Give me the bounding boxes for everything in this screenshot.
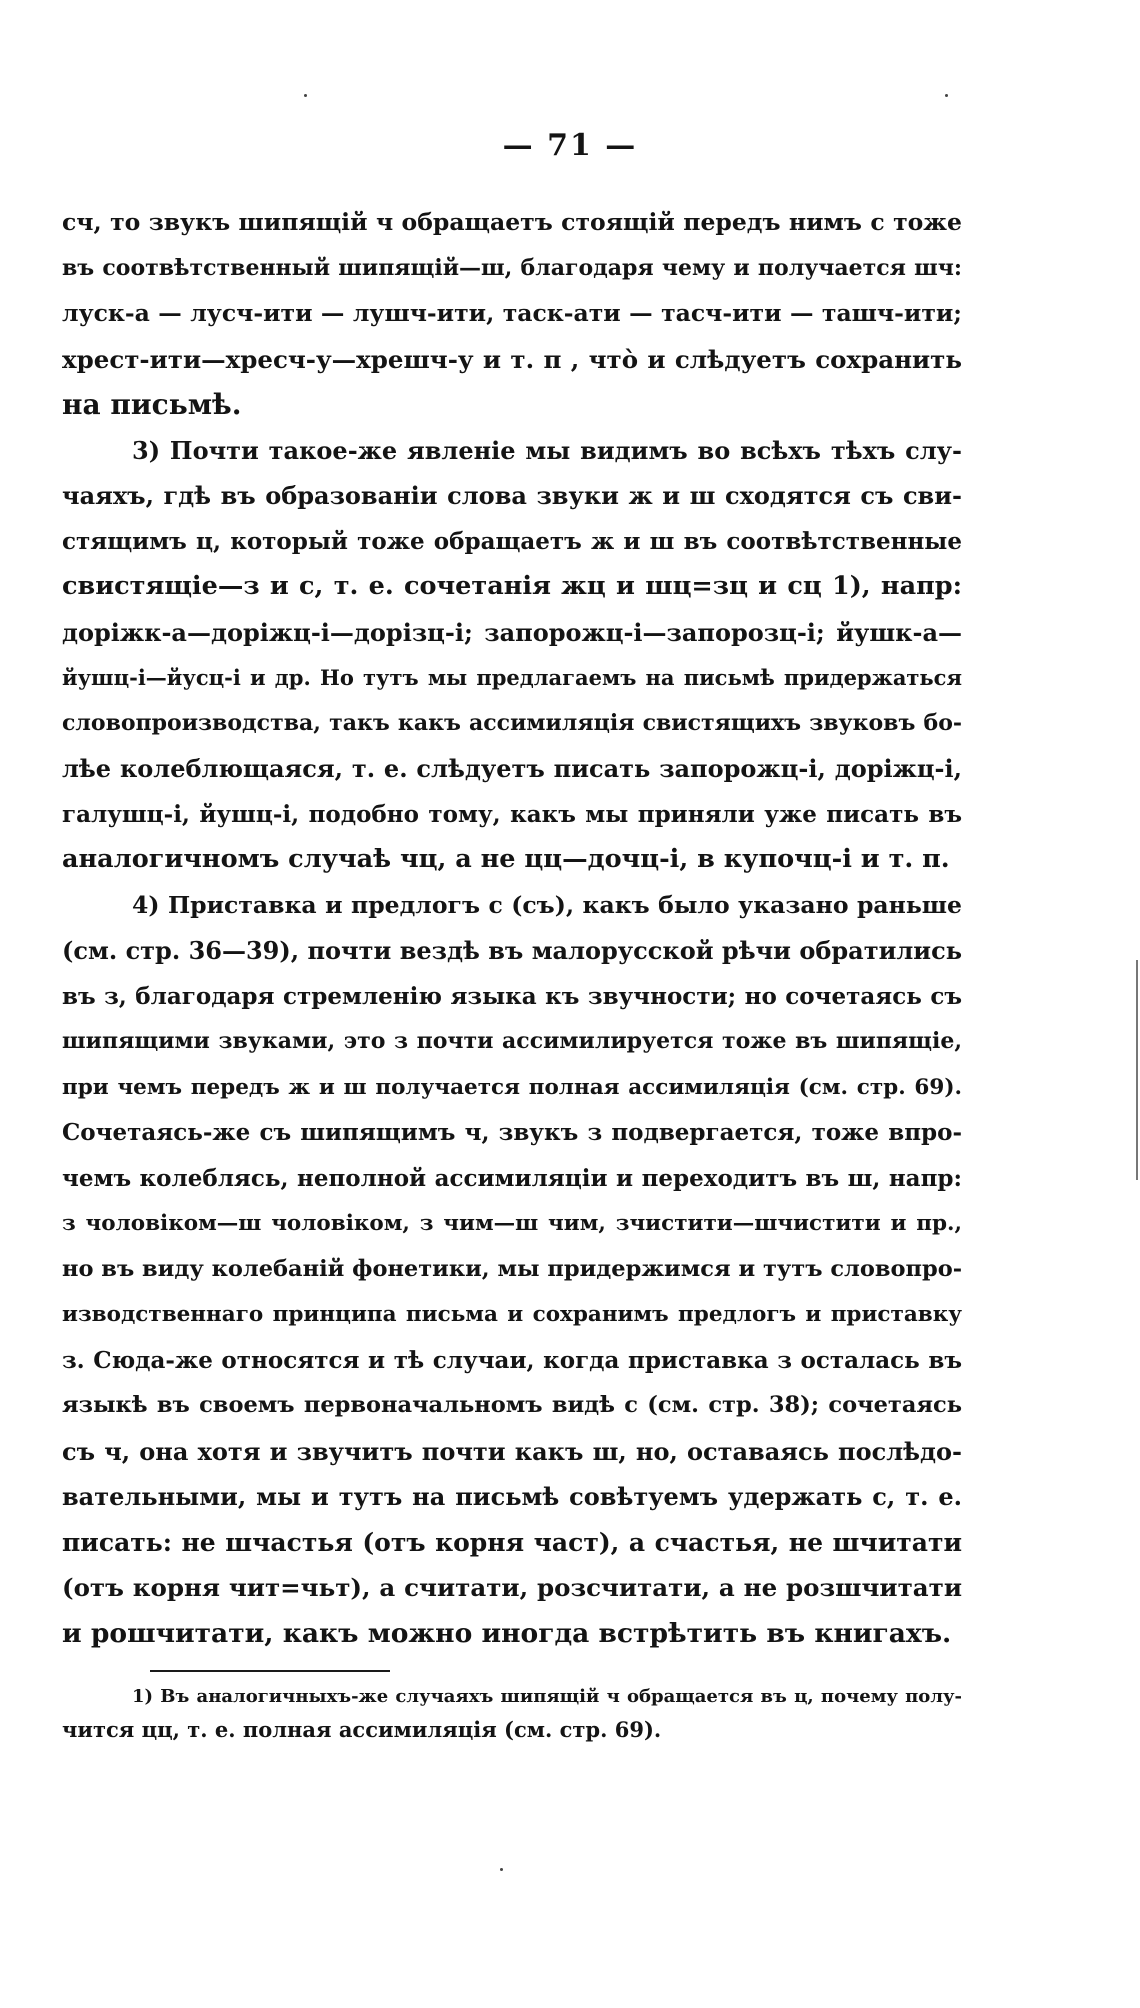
- text-line: з чоловіком—ш чоловіком, з чим—ш чим, зчистити—шчистити и пр.,: [62, 1211, 962, 1236]
- text-line: аналогичномъ случаѣ чц, а не цц—дочц-і, в купочц-і и т. п.: [62, 844, 950, 874]
- text-line: (отъ корня чит=чьт), а считати, розсчитати, а не розшчитати: [62, 1573, 962, 1602]
- page-number: — 71 —: [502, 128, 638, 163]
- text-line: изводственнаго принципа письма и сохранимъ предлогъ и приставку: [62, 1302, 962, 1327]
- text-line: з. Сюда-же относятся и тѣ случаи, когда приставка з осталась въ: [62, 1346, 962, 1374]
- text-line: вательными, мы и тутъ на письмѣ совѣтуемъ удержать с, т. е.: [62, 1482, 962, 1511]
- scan-margin-mark: [1136, 960, 1138, 1180]
- text-line: словопроизводства, такъ какъ ассимиляція свистящихъ звуковъ бо-: [62, 709, 962, 736]
- text-line: и рошчитати, какъ можно иногда встрѣтить въ книгахъ.: [62, 1617, 952, 1649]
- text-line: на письмѣ.: [62, 388, 242, 421]
- text-line: лѣе колеблющаяся, т. е. слѣдуетъ писать запорожц-і, доріжц-і,: [62, 754, 962, 783]
- text-line: въ з, благодаря стремленію языка къ звучности; но сочетаясь съ: [62, 982, 962, 1010]
- paragraph-3-start: 3) Почти такое-же явленіе мы видимъ во всѣхъ тѣхъ слу-: [132, 435, 962, 465]
- text-line: луск-а — лусч-ити — лушч-ити, таск-ати — тасч-ити — ташч-ити;: [62, 299, 962, 327]
- scan-speck: [304, 94, 307, 97]
- text-line: доріжк-а—доріжц-і—дорізц-і; запорожц-і—запорозц-і; йушк-а—: [62, 617, 962, 647]
- text-line: чаяхъ, гдѣ въ образованіи слова звуки ж и ш сходятся съ сви-: [62, 481, 962, 510]
- text-line: писать: не шчастья (отъ корня част), а счастья, не шчитати: [62, 1527, 962, 1557]
- text-line: при чемъ передъ ж и ш получается полная ассимиляція (см. стр. 69).: [62, 1074, 962, 1100]
- text-line: (см. стр. 36—39), почти вездѣ въ малорусской рѣчи обратились: [62, 936, 962, 965]
- text-line: галушц-і, йушц-і, подобно тому, какъ мы приняли уже писать въ: [62, 800, 962, 828]
- scan-speck: [500, 1868, 503, 1871]
- footnote-line: 1) Въ аналогичныхъ-же случаяхъ шипящій ч обращается въ ц, почему полу-: [132, 1686, 962, 1707]
- body-text: [62, 200, 962, 1656]
- text-line: но въ виду колебаній фонетики, мы придержимся и тутъ словопро-: [62, 1255, 962, 1282]
- text-line: стящимъ ц, который тоже обращаетъ ж и ш въ соотвѣтственные: [62, 527, 962, 555]
- footnote-divider: [150, 1670, 390, 1672]
- footnote-line: чится цц, т. е. полная ассимиляція (см. стр. 69).: [62, 1717, 662, 1742]
- text-line: въ соотвѣтственный шипящій—ш, благодаря чему и получается шч:: [62, 254, 962, 281]
- text-line: свистящіе—з и с, т. е. сочетанія жц и шц=зц и сц 1), напр:: [62, 571, 962, 601]
- text-line: шипящими звуками, это з почти ассимилируется тоже въ шипящіе,: [62, 1028, 962, 1054]
- text-line: чемъ колеблясь, неполной ассимиляціи и переходитъ въ ш, напр:: [62, 1164, 962, 1192]
- text-line: сч, то звукъ шипящій ч обращаетъ стоящій передъ нимъ с тоже: [62, 208, 962, 236]
- scan-speck: [945, 94, 948, 97]
- footnotes: [62, 1680, 962, 1746]
- text-line: хрест-ити—хресч-у—хрешч-у и т. п , чтò и слѣдуетъ сохранить: [62, 344, 962, 374]
- text-line: Сочетаясь-же съ шипящимъ ч, звукъ з подвергается, тоже впро-: [62, 1119, 962, 1146]
- text-line: съ ч, она хотя и звучитъ почти какъ ш, но, оставаясь послѣдо-: [62, 1436, 962, 1466]
- text-line: языкѣ въ своемъ первоначальномъ видѣ с (см. стр. 38); сочетаясь: [62, 1392, 962, 1418]
- text-line: йушц-і—йусц-і и др. Но тутъ мы предлагаемъ на письмѣ придержаться: [62, 665, 962, 690]
- paragraph-4-start: 4) Приставка и предлогъ с (съ), какъ было указано раньше: [132, 890, 962, 919]
